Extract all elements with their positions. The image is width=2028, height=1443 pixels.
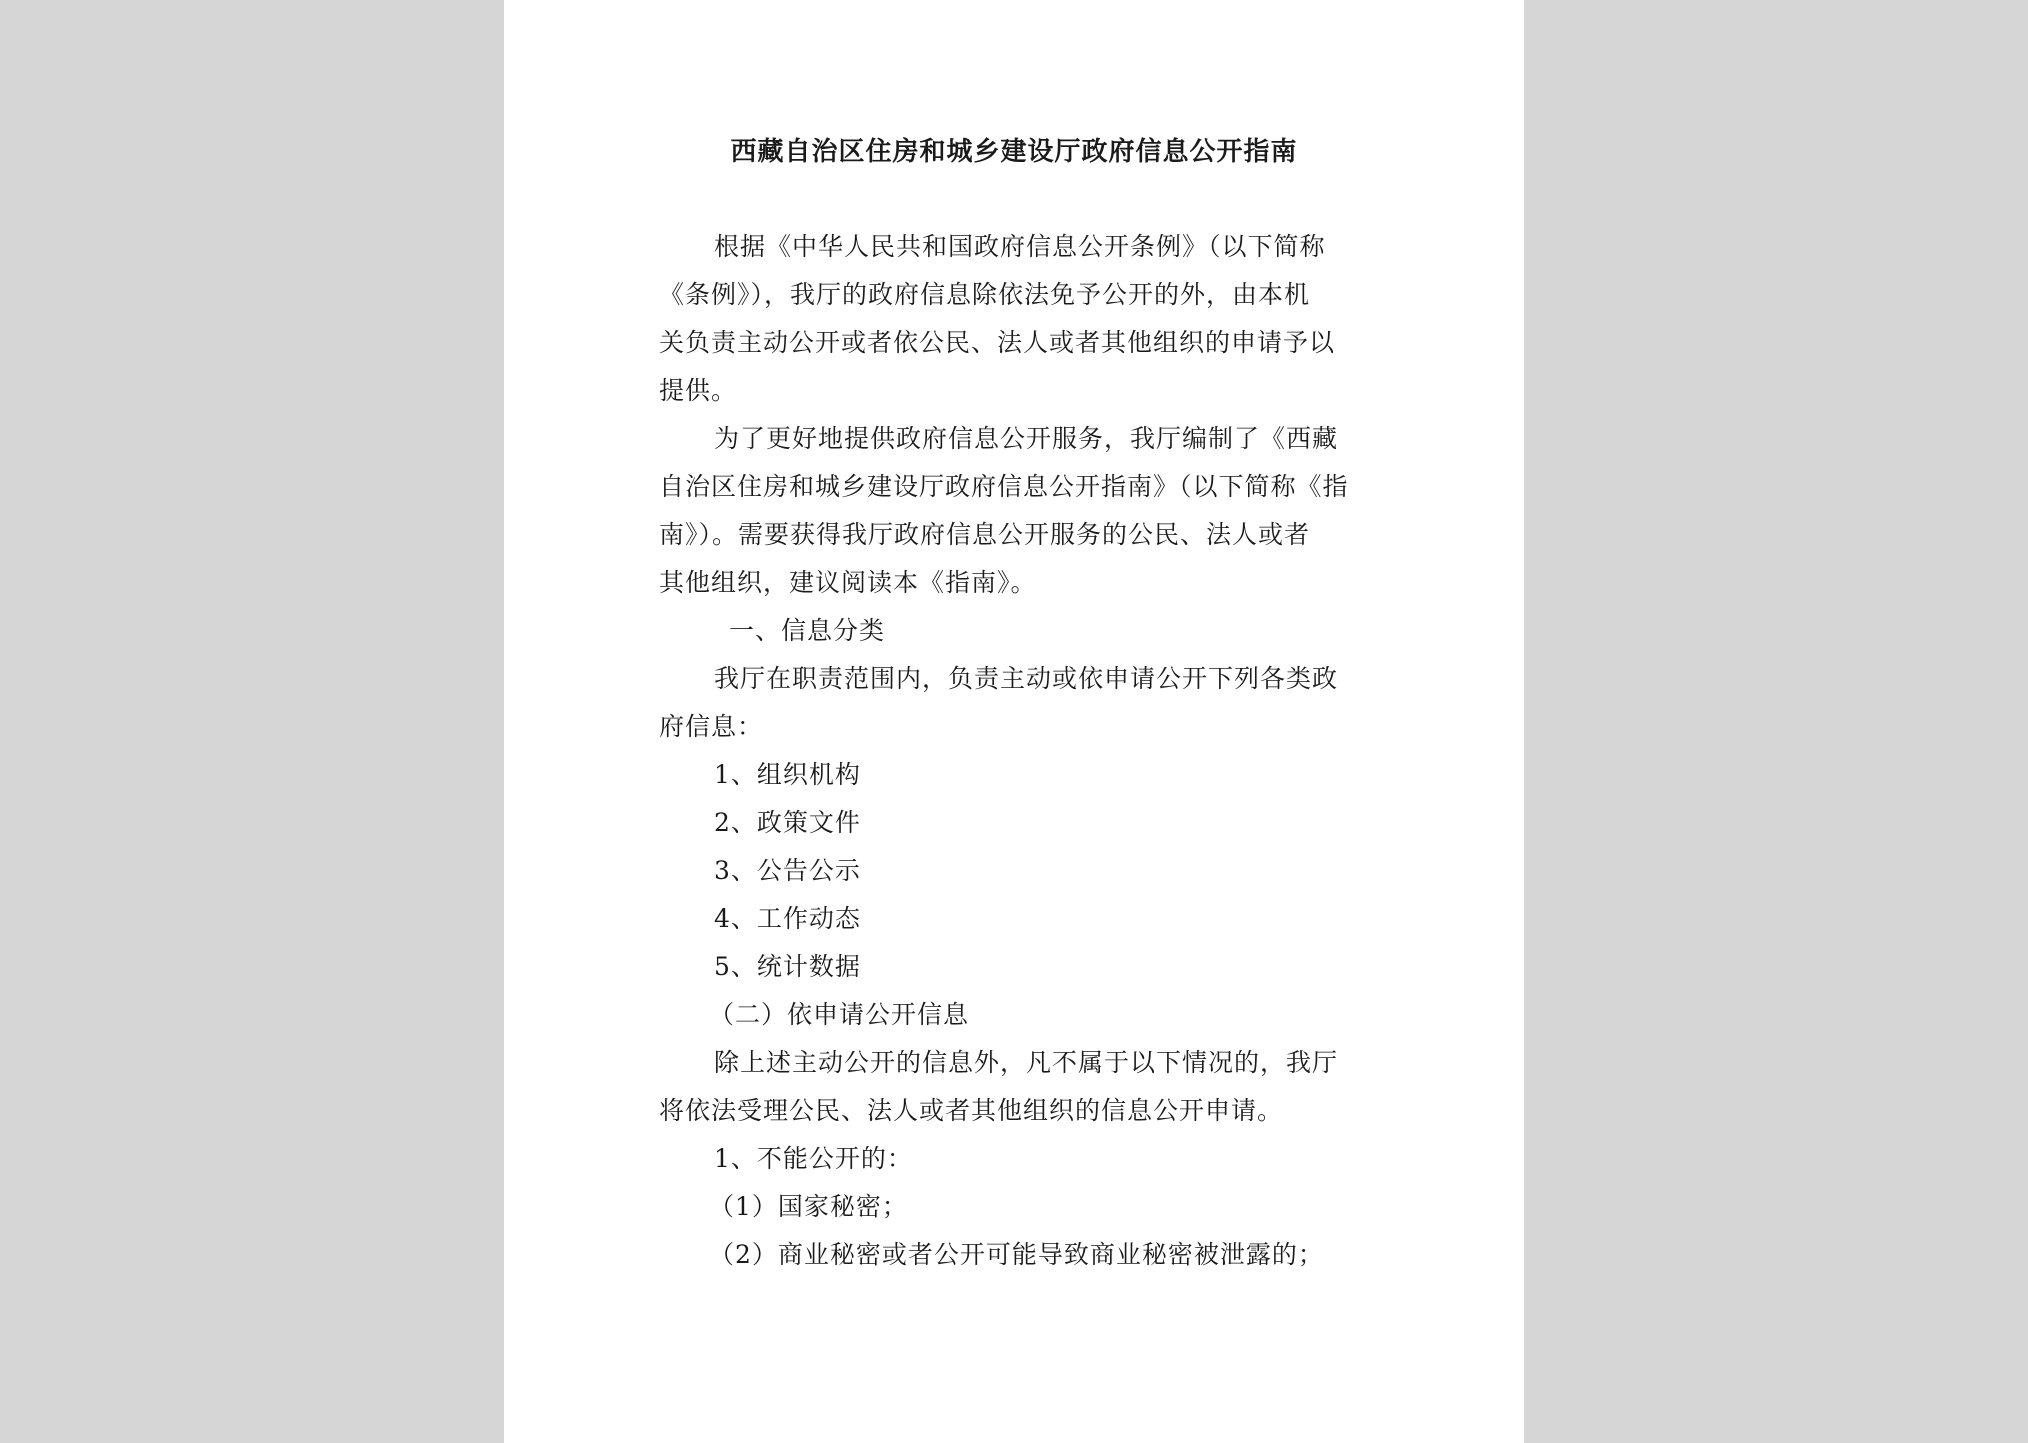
section-heading: （二）依申请公开信息 [709, 1000, 970, 1029]
list-item: 5、统计数据 [714, 952, 861, 981]
list-item: （2）商业秘密或者公开可能导致商业秘密被泄露的； [709, 1240, 1324, 1269]
list-item: 4、工作动态 [714, 904, 861, 933]
paragraph-line: 其他组织，建议阅读本《指南》。 [659, 568, 1037, 597]
paragraph-line: 提供。 [659, 376, 738, 405]
paragraph-line: 根据《中华人民共和国政府信息公开条例》（以下简称 [714, 232, 1326, 261]
paragraph-line: 南》）。需要获得我厅政府信息公开服务的公民、法人或者 [659, 520, 1311, 549]
list-item: 1、组织机构 [714, 760, 861, 789]
paragraph-line: 为了更好地提供政府信息公开服务，我厅编制了《西藏 [714, 424, 1339, 453]
section-heading: 一、信息分类 [729, 616, 886, 645]
list-item: 2、政策文件 [714, 808, 861, 837]
paragraph-line: 我厅在职责范围内，负责主动或依申请公开下列各类政 [714, 664, 1339, 693]
paragraph-line: 自治区住房和城乡建设厅政府信息公开指南》（以下简称《指 [659, 472, 1349, 501]
list-item: （1）国家秘密； [709, 1192, 908, 1221]
paragraph-line: 《条例》），我厅的政府信息除依法免予公开的外，由本机 [659, 280, 1311, 309]
document-page [504, 0, 1524, 1443]
paragraph-line: 府信息： [659, 712, 764, 741]
list-item: 1、不能公开的： [714, 1144, 913, 1173]
paragraph-line: 将依法受理公民、法人或者其他组织的信息公开申请。 [659, 1096, 1284, 1125]
list-item: 3、公告公示 [714, 856, 861, 885]
paragraph-line: 关负责主动公开或者依公民、法人或者其他组织的申请予以 [659, 328, 1336, 357]
paragraph-line: 除上述主动公开的信息外，凡不属于以下情况的，我厅 [714, 1048, 1339, 1077]
document-title: 西藏自治区住房和城乡建设厅政府信息公开指南 [730, 137, 1298, 167]
